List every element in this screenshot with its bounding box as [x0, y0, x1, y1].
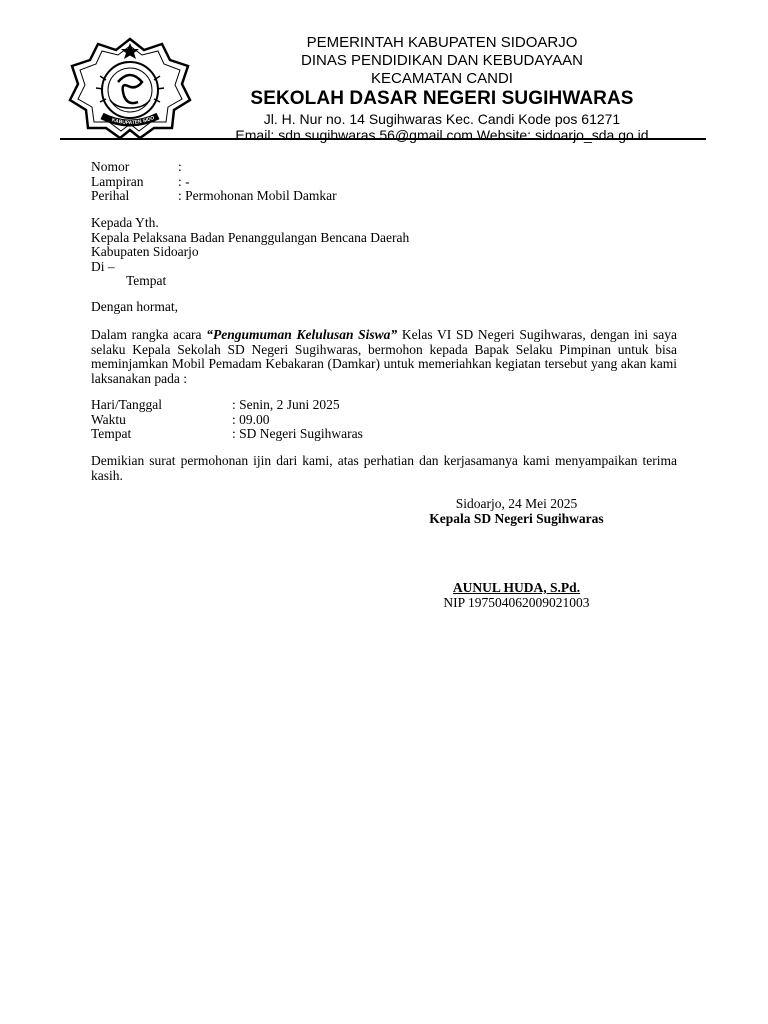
- meta-value: : -: [178, 173, 190, 189]
- event-name: “Pengumuman Kelulusan Siswa”: [206, 327, 398, 342]
- letterhead-line-1: PEMERINTAH KABUPATEN SIDOARJO: [306, 34, 578, 51]
- schedule-label: Hari/Tanggal: [91, 397, 163, 412]
- recipient-block: [91, 216, 677, 289]
- signature-nip: NIP 197504062009021003: [443, 595, 590, 610]
- meta-value: :: [178, 159, 182, 174]
- schedule-value: : Senin, 2 Juni 2025: [232, 397, 340, 412]
- meta-perihal: [91, 189, 677, 204]
- letter-meta: [91, 160, 677, 204]
- meta-lampiran: [91, 175, 677, 190]
- schedule-value: : SD Negeri Sugihwaras: [232, 426, 363, 441]
- letterhead-divider: [60, 138, 706, 140]
- paragraph-request: [91, 328, 677, 386]
- schedule-block: [91, 398, 677, 442]
- schedule-time: [91, 413, 677, 428]
- school-address: Jl. H. Nur no. 14 Sugihwaras Kec. Candi Kode pos 61271: [263, 111, 621, 127]
- letterhead-line-2: DINAS PENDIDIKAN DAN KEBUDAYAAN: [300, 52, 583, 69]
- schedule-label: Tempat: [91, 426, 132, 441]
- meta-value: : Permohonan Mobil Damkar: [178, 188, 337, 203]
- recipient-line: Kabupaten Sidoarjo: [91, 244, 199, 259]
- paragraph-text: Kelas VI SD Negeri Sugihwaras, dengan ini saya selaku Kepala Sekolah SD Negeri Sugihwaras, bermohon kepada Bapak Selaku Pimpinan untuk bisa meminjamkan Mobil Pemadam Kebakaran (Damkar) untuk memeriahkan kegiatan tersebut yang akan kami laksanakan pada :: [91, 327, 677, 386]
- schedule-value: : 09.00: [232, 411, 270, 427]
- signature-name-block: [400, 580, 633, 610]
- signature-block: [400, 496, 633, 526]
- meta-label: Lampiran: [91, 173, 144, 189]
- meta-nomor: [91, 160, 677, 175]
- paragraph-text: Dalam rangka acara: [91, 327, 207, 342]
- greeting: Dengan hormat,: [91, 299, 178, 314]
- sidoarjo-emblem-icon: [66, 36, 194, 140]
- signature-title: Kepala SD Negeri Sugihwaras: [429, 511, 604, 526]
- recipient-line: Kepada Yth.: [91, 215, 159, 230]
- schedule-day: [91, 398, 677, 413]
- school-name: SEKOLAH DASAR NEGERI SUGIHWARAS: [250, 88, 634, 109]
- schedule-place: [91, 427, 677, 442]
- recipient-line: Di –: [91, 258, 115, 274]
- meta-label: Perihal: [91, 188, 130, 203]
- paragraph-closing: Demikian surat permohonan ijin dari kami, atas perhatian dan kerjasamanya kami menyampaikan terima kasih.: [91, 453, 677, 483]
- recipient-line: Tempat: [126, 273, 167, 288]
- schedule-label: Waktu: [91, 411, 126, 427]
- signature-name: AUNUL HUDA, S.Pd.: [452, 580, 581, 595]
- school-contact: Email: sdn.sugihwaras.56@gmail.com Website: sidoarjo_sda.go.id: [235, 127, 649, 143]
- logo-text: KABUPATEN SIDO: [110, 114, 156, 127]
- signature-place-date: Sidoarjo, 24 Mei 2025: [455, 496, 578, 511]
- letterhead-line-3: KECAMATAN CANDI: [371, 70, 513, 87]
- recipient-line: Kepala Pelaksana Badan Penanggulangan Bencana Daerah: [91, 229, 410, 245]
- letterhead: [200, 34, 684, 143]
- meta-label: Nomor: [91, 159, 130, 174]
